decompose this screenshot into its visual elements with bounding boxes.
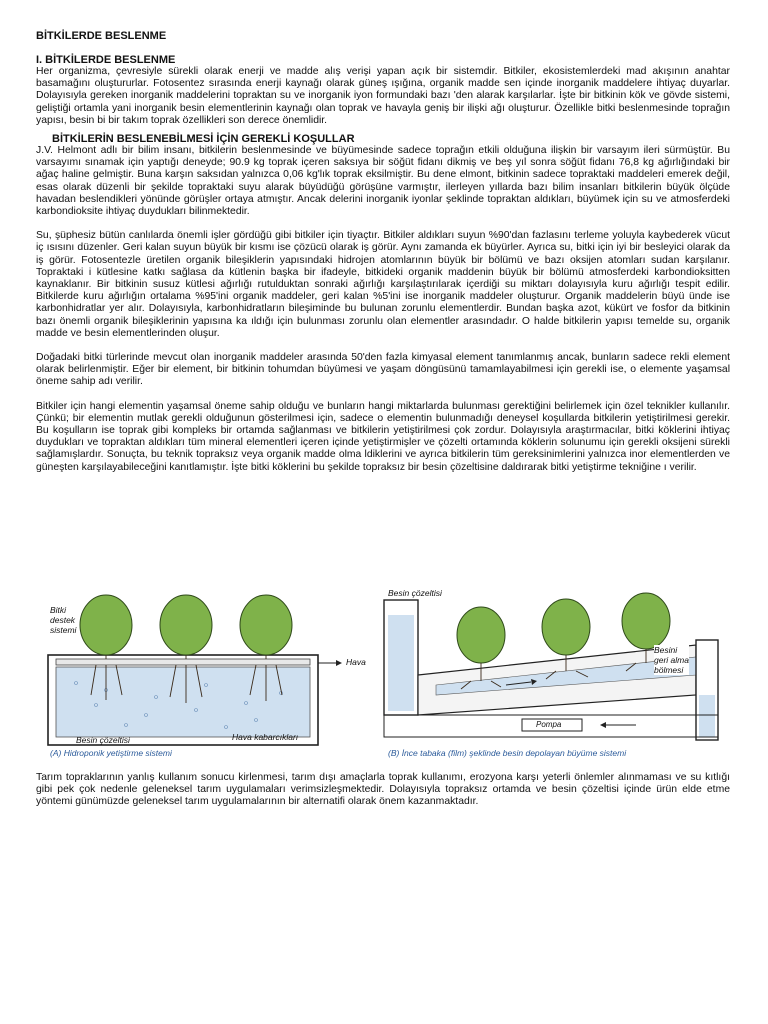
label-nutrient-solution-a: Besin çözeltisi bbox=[76, 735, 130, 745]
label-air: Hava bbox=[346, 657, 366, 667]
section2-title: BİTKİLERİN BESLENEBİLMESİ İÇİN GEREKLİ KOŞULLAR bbox=[52, 133, 355, 146]
label-support-system: Bitki destek sistemi bbox=[50, 605, 77, 635]
hydroponics-figure bbox=[36, 585, 730, 765]
paragraph-techniques: Bitkiler için hangi elementin yaşamsal öneme sahip olduğu ve bunların hangi miktarlarda bulunması gerektiğini belirlemek için özel teknikler kullanılır. Çünkü; bir elementin mutlak gerekli olduğunun gösterilmesi için, sadece o elementin bulunmadığı deneysel koşullarda bitkilerin yetiştirilmesi gerekir. Bu koşulların ise toprak gibi kompleks bir ortamda sağlanması ve bitkilerin yetiştirilmesi çok zordur. Dolayısıyla araştırmacılar, bitki köklerini ihtiyaç duydukları ve topraktan aldıkları tüm mineral elementleri içeren içinde yetiştirmişler ve çözelti ortamında köklerin solunumu için gerekli oksijeni sürekli sağlamışlardır. Sonuçta, bu teknik topraksız veya organik madde olma ldiklerini ve ayrıca bitkilerin tüm gereksinimlerini yalnızca inor elementlerden ve güneşten karşılayabileceğini kanıtlamıştır. İşte bitki köklerini bu şekilde topraksız bir besin çözeltisine daldırarak bitki yetiştirme tekniğine ı verilir. bbox=[36, 400, 730, 473]
section1-title: I. BİTKİLERDE BESLENME bbox=[36, 54, 176, 66]
label-air-bubbles: Hava kabarcıkları bbox=[232, 732, 299, 742]
paragraph-water: Su, şüphesiz bütün canlılarda önemli işler gördüğü gibi bitkiler için tiyaçtır. Bitkiler aldıkları suyun %90'dan fazlasını terleme yoluyla kaybederek vücut iç ısısını düzenler. Geri kalan suyun büyük bir kısmı ise çözücü olarak iş görür. Aynı zamanda ek büyürler. Ayrıca su, bitki için iyi bir besleyici olarak da iş görür. Fotosentezle üretilen organik bileşiklerin yapısındaki hidrojen atomlarının büyük bir bölümü ve bazı oksijen atomları sudan karşılanır. Topraktaki i kütlesine katkı sağlasa da kütlenin başka bir ifadeyle, bitkideki organik maddenin büyük bir bölümü atmosferdeki karbondioksitten kaynaklanır. Bir bitkinin susuz kütlesi ağırlığı rutulduktan sonraki ağırlığı karşılaştırılarak içerdiği su miktarı dolayısıyla kuru ağırlığı tespit edilir. Bitkilerde kuru ağırlığın ortalama %95'ini organik maddeler, geri kalan %5'ini ise inorganik maddeler oluşturur. Organik maddelerin büyü ünde ise karbonhidratlar yer alır. Dolayısıyla, karbonhidratların bileşiminde bu bulunan zorunlu elementlerdir. Bundan başka azot, kükürt ve fosfor da bitkinin bazı önemli organik bileşiklerinin yapısına ka ıldığı için bulunması zorunlu olan elementler arasındadır. O halde bitkilerin yapısı temelde su, organik madde ve besin elementlerinden oluşur. bbox=[36, 230, 730, 339]
paragraph-helmont: J.V. Helmont adlı bir bilim insanı, bitkilerin beslenmesinde ve büyümesinde sadece toprağın etkili olduğuna ilişkin bir varsayım ileri sürmüştür. Bu varsayımı sınamak için yaptığı deneyde; 90.9 kg toprak içeren saksıya bir söğüt fidanı dikmiş ve beş yıl sonra söğüt fidanı 76,8 kg ağırlığındaki bir ağaç haline gelmiştir. Buna karşın saksıdan yalnızca 0,06 kg'lık toprak eksilmiştir. Bu dene elmont, bitkinin sadece topraktaki maddeleri emerek değil, esas olarak düzenli bir şekilde topraktaki suyu alarak büyüdüğü görüşüne varmıştır, ilerleyen yıllarda bazı bilim insanları bitkilerin büyük ölçüde havadan beslendikleri yönünde görüşler ortaya atmıştır. Ancak delerini inorganik iyonlar şeklinde topraktan aldıkları, büyümek için su ve atmosferdeki karbondioksite ihtiyaç duydukları bilinmektedir. bbox=[36, 145, 730, 218]
label-return-chamber: Besini geri alma bölmesi bbox=[654, 645, 689, 675]
closing-paragraph: Tarım topraklarının yanlış kullanım sonucu kirlenmesi, tarım dışı amaçlarla toprak kullanımı, erozyona karşı yeterli önlemler alınmaması ve su kıtlığı gibi pek çok nedenle geleneksel tarım uygulamaları verimsizleşmektedir. Dolayısıyla topraksız ortamda ve besin çözeltisi içinde ürün elde etme yöntemi günümüzde geleneksel tarım uygulamalarının bir alternatifi olarak önem kazanmaktadır. bbox=[36, 772, 730, 808]
section1-paragraph: Her organizma, çevresiyle sürekli olarak enerji ve madde alış verişi yapan açık bir sistemdir. Bitkiler, ekosistemlerdeki mad akışının anahtar basamağını oluştururlar. Fotosentez sırasında enerji kaynağı olarak güneş ışığına, organik madde sen içinde inorganik maddelere ihtiyaç duyarlar. Dolayısıyla gereken inorganik maddelerini topraktan su ve inorganik iyon formundaki bazı 'den alarak karşılarlar. İşte bir bitkinin kök ve gövde sistemi, geliştiği ortamla yani inorganik besin elementlerinin kaynağı olan toprak ve havayla geniş bir ilişki ağı oluşturur. Özellikle bitki beslenmesinde toprağın yapısı, besin bi bir takım toprak özellikleri son derece önemlidir. bbox=[36, 66, 730, 126]
closing-section bbox=[36, 772, 730, 809]
label-nutrient-solution-b: Besin çözeltisi bbox=[388, 588, 442, 598]
label-pump: Pompa bbox=[536, 720, 562, 729]
caption-a: (A) Hidroponik yetiştirme sistemi bbox=[50, 748, 172, 758]
caption-b: (B) İnce tabaka (film) şeklinde besin depolayan büyüme sistemi bbox=[388, 748, 627, 758]
document-title: BİTKİLERDE BESLENME bbox=[36, 30, 167, 42]
paragraph-elements: Doğadaki bitki türlerinde mevcut olan inorganik maddeler arasında 50'den fazla kimyasal element tanımlanmış ancak, bunların sadece rekli element olarak belirlenmiştir. Eğer bir element, bir bitkinin tohumdan büyümesi ve yaşam döngüsünü tamamlayabilmesi için gerekli ise, o elemente yaşamsal öneme sahip adı verilir. bbox=[36, 352, 730, 388]
document-body bbox=[36, 30, 730, 474]
hydroponics-illustration bbox=[36, 585, 730, 765]
